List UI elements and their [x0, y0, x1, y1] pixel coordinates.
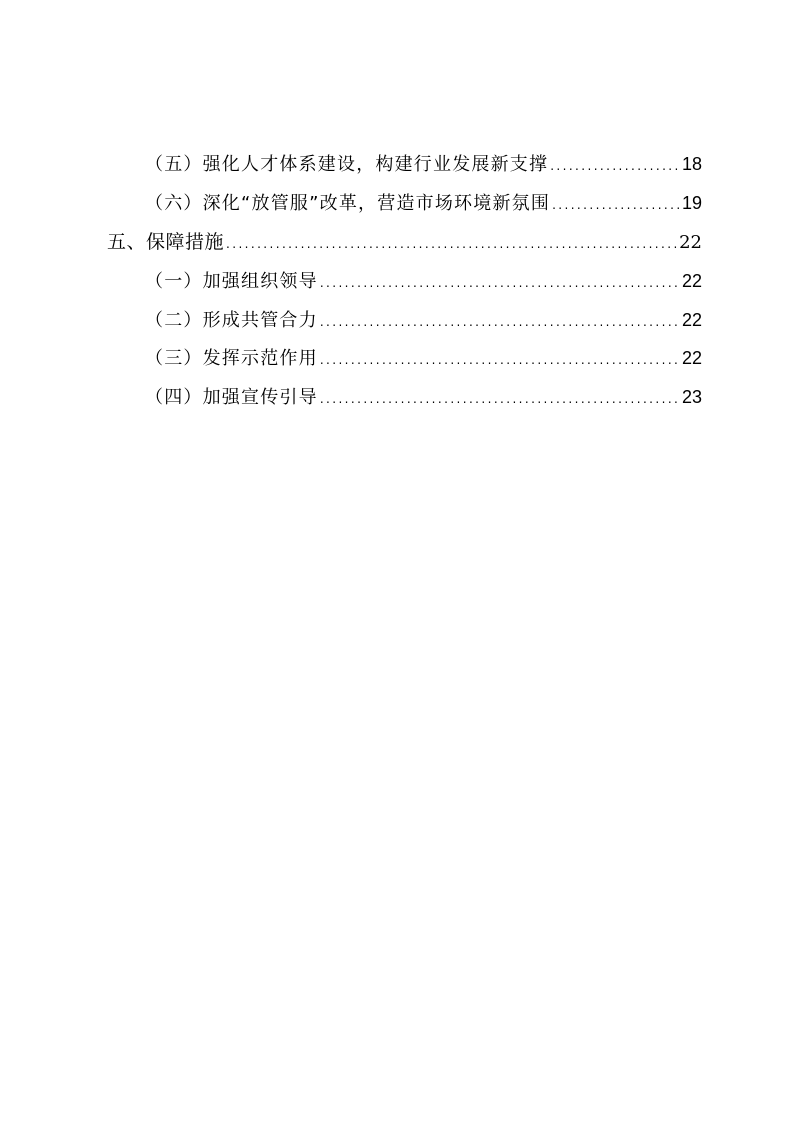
toc-entry-title: （二）形成共管合力: [145, 310, 318, 331]
toc-entry[interactable]: [145, 344, 702, 372]
toc-entry[interactable]: [145, 267, 702, 295]
toc-section-entry[interactable]: [107, 228, 702, 256]
toc-entry[interactable]: [145, 383, 702, 411]
toc-entry-title: （六）深化“放管服”改革，营造市场环境新氛围: [145, 193, 551, 214]
toc-entry-title: （四）加强宣传引导: [145, 387, 318, 408]
toc-page-number: 22: [681, 271, 702, 291]
toc-page-number: 22: [681, 310, 702, 330]
toc-dot-leader: [320, 385, 680, 413]
toc-page-number: 23: [681, 387, 702, 407]
toc-dot-leader: [550, 152, 680, 180]
toc-entry[interactable]: [145, 150, 702, 178]
toc-page-number: 18: [681, 154, 702, 174]
toc-dot-leader: [226, 230, 677, 258]
toc-page-number: 19: [681, 193, 702, 213]
toc-entry[interactable]: [145, 189, 702, 217]
toc-entry[interactable]: [145, 306, 702, 334]
toc-dot-leader: [552, 191, 680, 219]
toc-entry-title: 五、保障措施: [107, 231, 225, 253]
toc-page-number: 22: [679, 232, 702, 253]
toc-entry-title: （三）发挥示范作用: [145, 348, 318, 369]
toc-dot-leader: [320, 269, 680, 297]
toc-page-number: 22: [681, 348, 702, 368]
toc-dot-leader: [320, 308, 680, 336]
toc-dot-leader: [320, 346, 680, 374]
toc-entry-title: （五）强化人才体系建设，构建行业发展新支撑: [145, 154, 549, 175]
toc-entry-title: （一）加强组织领导: [145, 271, 318, 292]
